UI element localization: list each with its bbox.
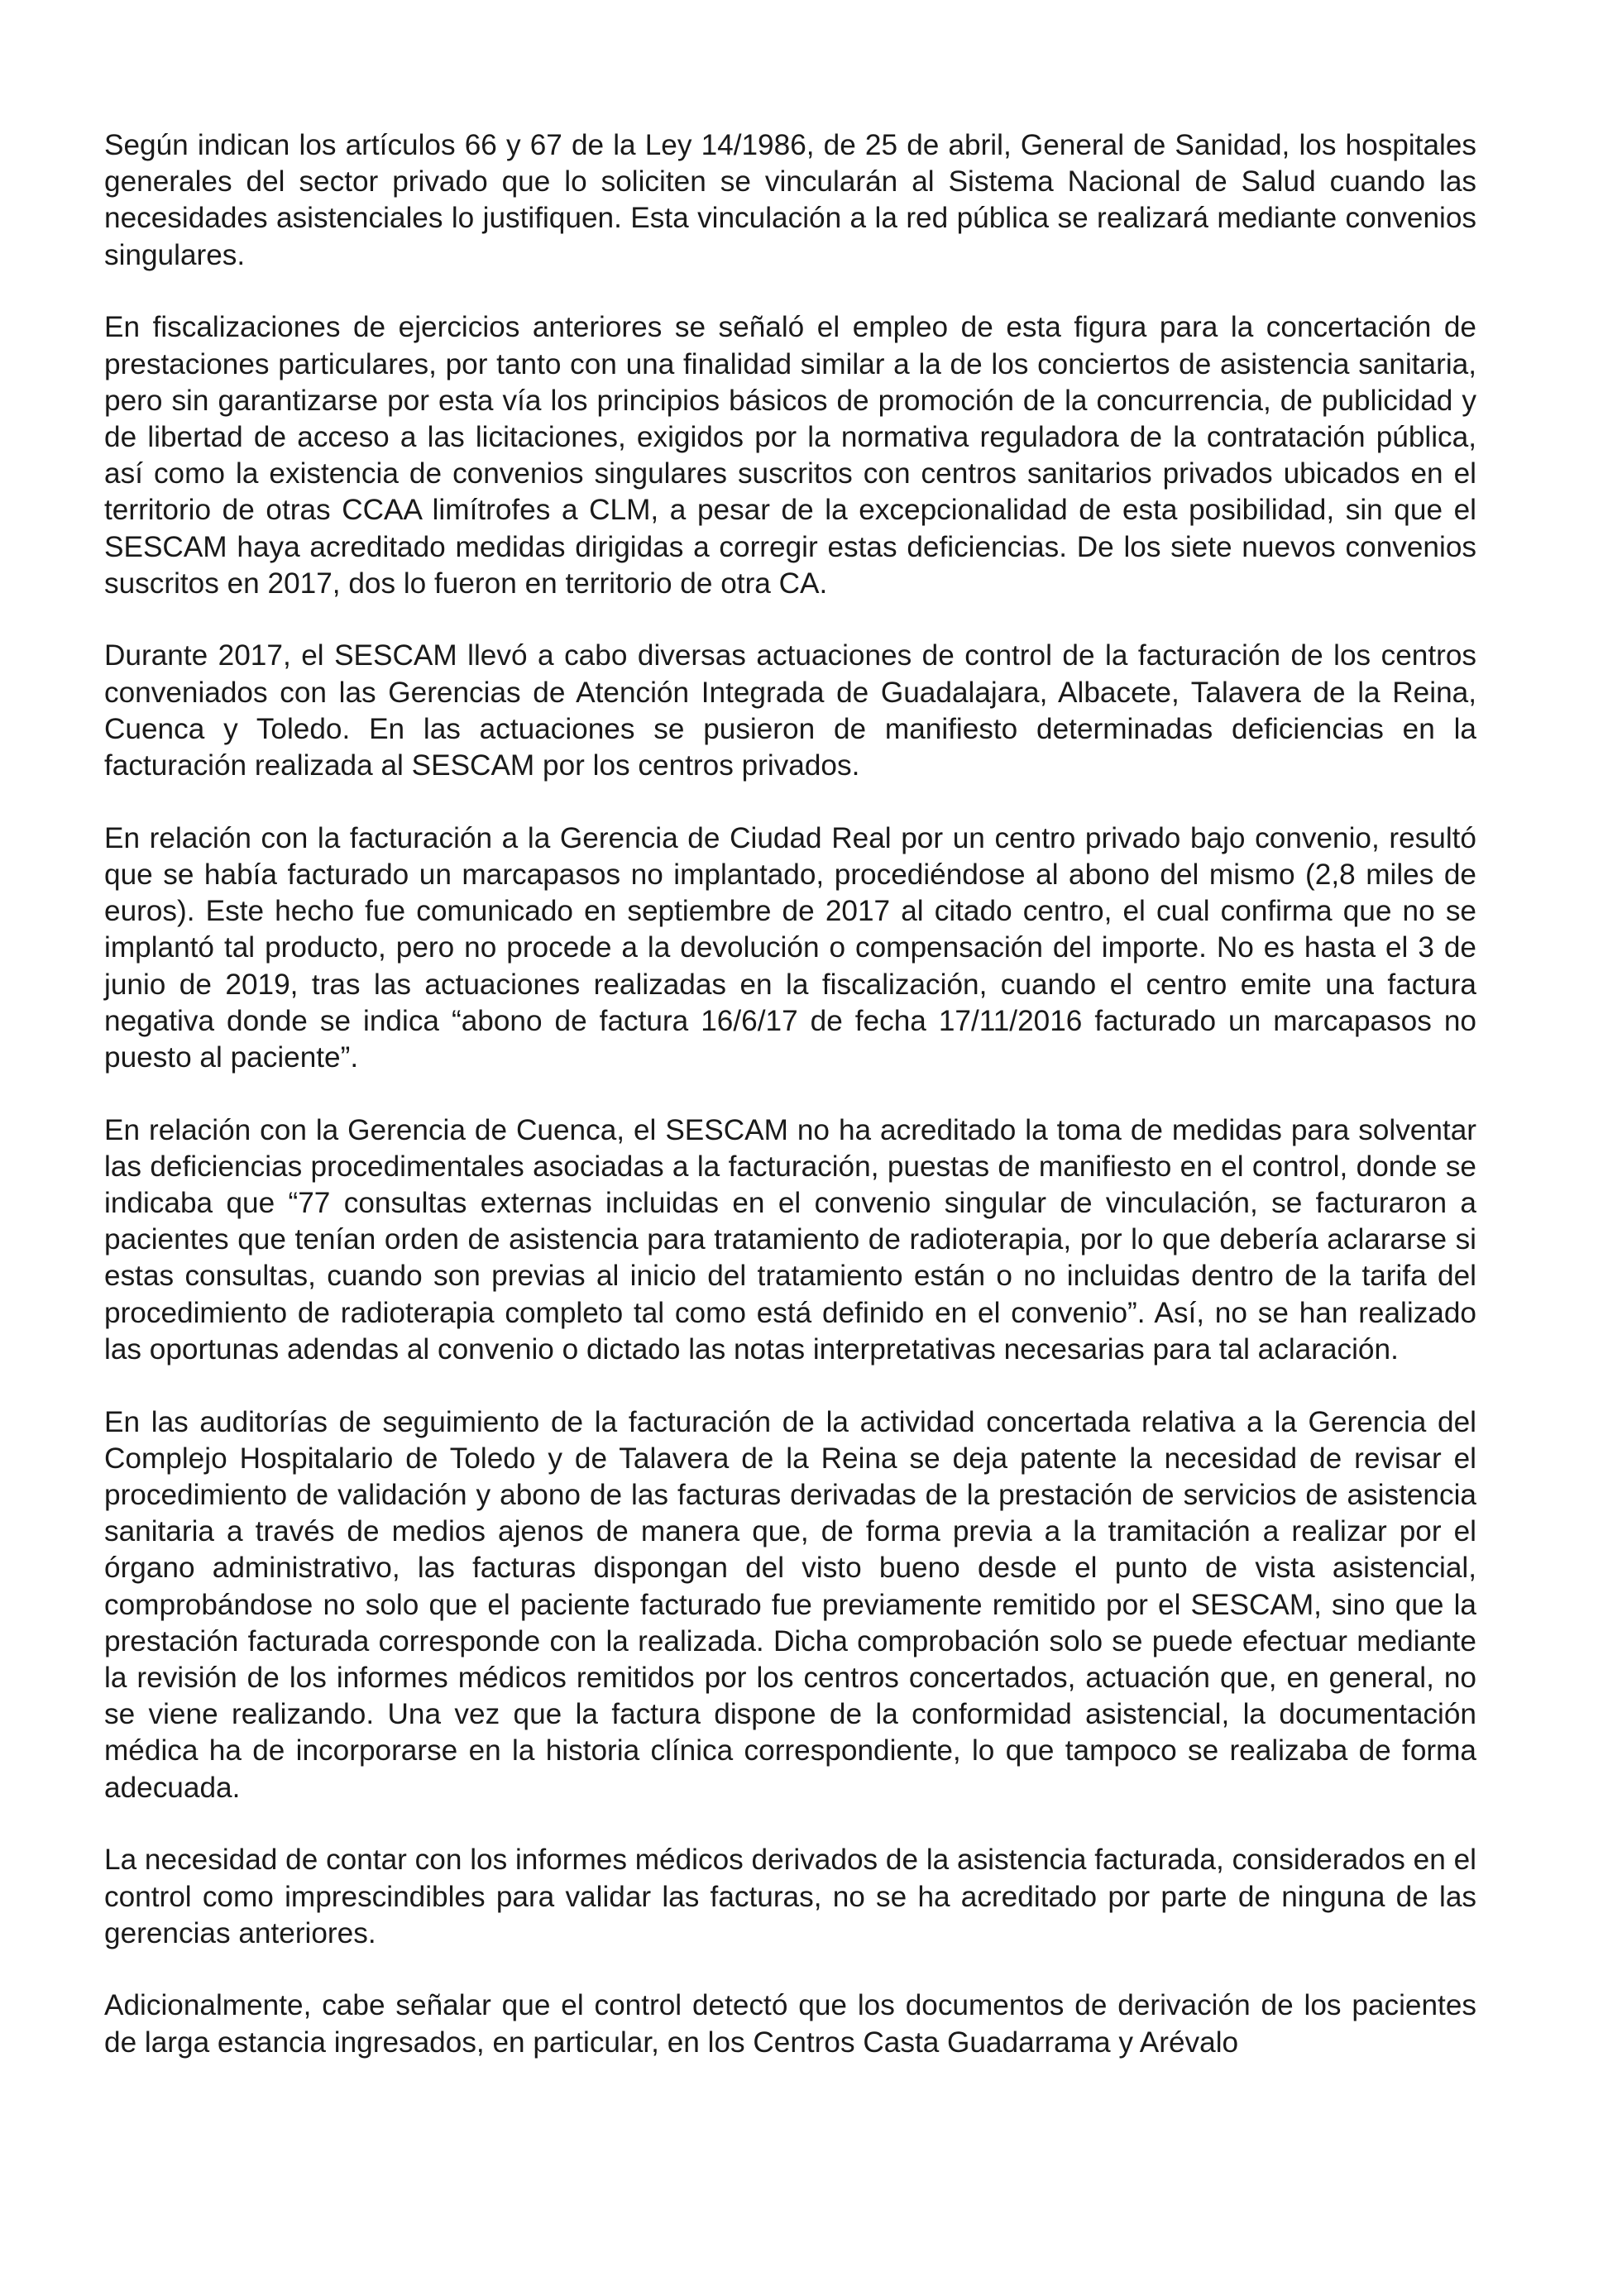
- paragraph-gerencia-ciudad-real: En relación con la facturación a la Gerencia de Ciudad Real por un centro privado bajo convenio, resultó que se había facturado un marcapasos no implantado, procediéndose al abono del mismo (2,8 miles de euros). Este hecho fue comunicado en septiembre de 2017 al citado centro, el cual confirma que no se implantó tal producto, pero no procede a la devolución o compensación del importe. No es hasta el 3 de junio de 2019, tras las actuaciones realizadas en la fiscalización, cuando el centro emite una factura negativa donde se indica “abono de factura 16/6/17 de fecha 17/11/2016 facturado un marcapasos no puesto al paciente”.: [104, 821, 1476, 1074]
- paragraph-ley-general-sanidad: Según indican los artículos 66 y 67 de la Ley 14/1986, de 25 de abril, General de Sanidad, los hospitales generales del sector privado que lo soliciten se vincularán al Sistema Nacional de Salud cuando las necesidades asistenciales lo justifiquen. Esta vinculación a la red pública se realizará mediante convenios singulares.: [104, 129, 1476, 271]
- document-body: [104, 127, 1476, 2061]
- paragraph-informes-medicos: La necesidad de contar con los informes médicos derivados de la asistencia facturada, considerados en el control como imprescindibles para validar las facturas, no se ha acreditado por parte de ninguna de las gerencias anteriores.: [104, 1844, 1476, 1949]
- paragraph-auditorias-seguimiento: En las auditorías de seguimiento de la facturación de la actividad concertada relativa a la Gerencia del Complejo Hospitalario de Toledo y de Talavera de la Reina se deja patente la necesidad de revisar el procedimiento de validación y abono de las facturas derivadas de la prestación de servicios de asistencia sanitaria a través de medios ajenos de manera que, de forma previa a la tramitación a realizar por el órgano administrativo, las facturas dispongan del visto bueno desde el punto de vista asistencial, comprobándose no solo que el paciente facturado fue previamente remitido por el SESCAM, sino que la prestación facturada corresponde con la realizada. Dicha comprobación solo se puede efectuar mediante la revisión de los informes médicos remitidos por los centros concertados, actuación que, en general, no se viene realizando. Una vez que la factura dispone de la conformidad asistencial, la documentación médica ha de incorporarse en la historia clínica correspondiente, lo que tampoco se realizaba de forma adecuada.: [104, 1405, 1476, 1804]
- paragraph-gerencia-cuenca: En relación con la Gerencia de Cuenca, el SESCAM no ha acreditado la toma de medidas para solventar las deficiencias procedimentales asociadas a la facturación, puestas de manifiesto en el control, donde se indicaba que “77 consultas externas incluidas en el convenio singular de vinculación, se facturaron a pacientes que tenían orden de asistencia para tratamiento de radioterapia, por lo que debería aclararse si estas consultas, cuando son previas al inicio del tratamiento están o no incluidas dentro de la tarifa del procedimiento de radioterapia completo tal como está definido en el convenio”. Así, no se han realizado las oportunas adendas al convenio o dictado las notas interpretativas necesarias para tal aclaración.: [104, 1113, 1476, 1366]
- paragraph-adicionalmente: Adicionalmente, cabe señalar que el control detectó que los documentos de derivación de los pacientes de larga estancia ingresados, en particular, en los Centros Casta Guadarrama y Arévalo: [104, 1989, 1476, 2059]
- paragraph-control-facturacion-2017: Durante 2017, el SESCAM llevó a cabo diversas actuaciones de control de la facturación de los centros conveniados con las Gerencias de Atención Integrada de Guadalajara, Albacete, Talavera de la Reina, Cuenca y Toledo. En las actuaciones se pusieron de manifiesto determinadas deficiencias en la facturación realizada al SESCAM por los centros privados.: [104, 639, 1476, 782]
- paragraph-fiscalizaciones-anteriores: En fiscalizaciones de ejercicios anteriores se señaló el empleo de esta figura para la concertación de prestaciones particulares, por tanto con una finalidad similar a la de los conciertos de asistencia sanitaria, pero sin garantizarse por esta vía los principios básicos de promoción de la concurrencia, de publicidad y de libertad de acceso a las licitaciones, exigidos por la normativa reguladora de la contratación pública, así como la existencia de convenios singulares suscritos con centros sanitarios privados ubicados en el territorio de otras CCAA limítrofes a CLM, a pesar de la excepcionalidad de esta posibilidad, sin que el SESCAM haya acreditado medidas dirigidas a corregir estas deficiencias. De los siete nuevos convenios suscritos en 2017, dos lo fueron en territorio de otra CA.: [104, 311, 1476, 600]
